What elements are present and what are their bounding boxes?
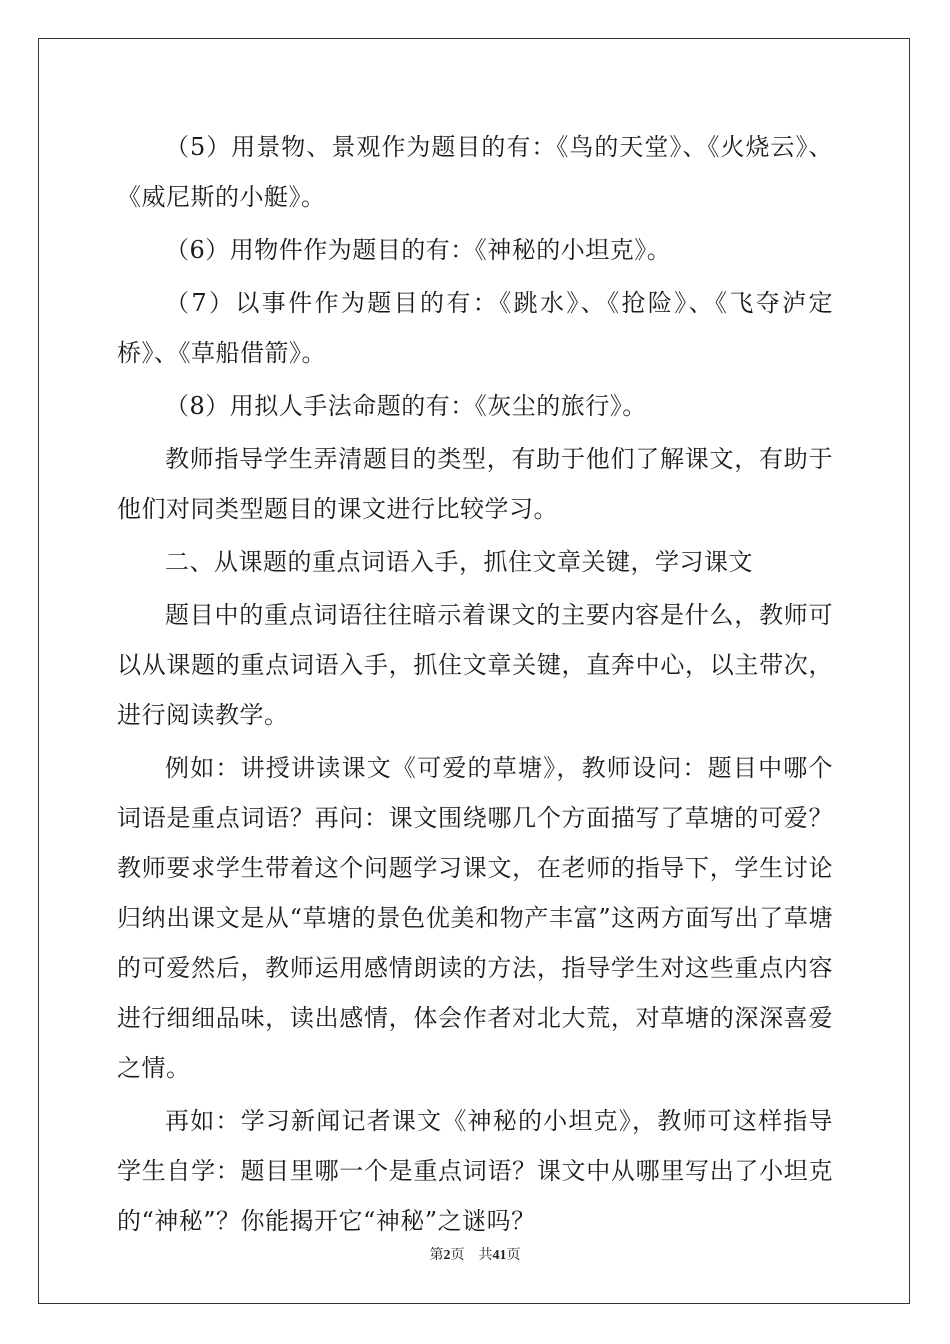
page-number: 2	[443, 1248, 451, 1263]
total-pages: 41	[492, 1248, 507, 1263]
page-footer	[0, 1244, 950, 1264]
page-prefix: 第	[429, 1248, 444, 1263]
total-prefix: 共	[478, 1248, 493, 1263]
paragraph: 例如：讲授讲读课文《可爱的草塘》，教师设问：题目中哪个词语是重点词语？再问：课文围绕哪几个方面描写了草塘的可爱？教师要求学生带着这个问题学习课文，在老师的指导下，学生讨论归纳出课文是从“草塘的景色优美和物产丰富”这两方面写出了草塘的可爱然后，教师运用感情朗读的方法，指导学生对这些重点内容进行细细品味，读出感情，体会作者对北大荒，对草塘的深深喜爱之情。	[117, 754, 833, 1082]
paragraph: 教师指导学生弄清题目的类型，有助于他们了解课文，有助于他们对同类型题目的课文进行比较学习。	[117, 445, 833, 523]
paragraph: 题目中的重点词语往往暗示着课文的主要内容是什么，教师可以从课题的重点词语入手，抓住文章关键，直奔中心，以主带次，进行阅读教学。	[117, 601, 833, 729]
paragraph: （5）用景物、景观作为题目的有：《鸟的天堂》、《火烧云》、《威尼斯的小艇》。	[117, 133, 833, 211]
document-body	[117, 122, 833, 1249]
paragraph: （8）用拟人手法命题的有：《灰尘的旅行》。	[165, 392, 647, 420]
paragraph: 再如：学习新闻记者课文《神秘的小坦克》，教师可这样指导学生自学：题目里哪一个是重点词语？课文中从哪里写出了小坦克的“神秘”？你能揭开它“神秘”之谜吗？	[117, 1107, 833, 1235]
page-suffix: 页	[450, 1248, 465, 1263]
total-suffix: 页	[506, 1248, 521, 1263]
section-heading: 二、从课题的重点词语入手，抓住文章关键，学习课文	[165, 548, 753, 576]
paragraph: （7）以事件作为题目的有：《跳水》、《抢险》、《飞夺泸定桥》、《草船借箭》。	[117, 289, 833, 367]
paragraph: （6）用物件作为题目的有：《神秘的小坦克》。	[165, 236, 672, 264]
